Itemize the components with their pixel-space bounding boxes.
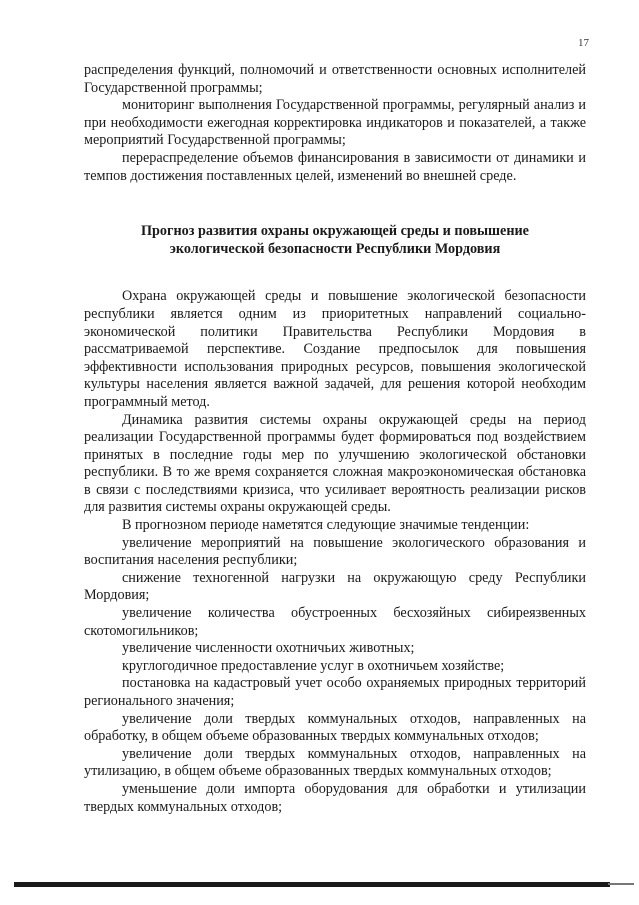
paragraph: Охрана окружающей среды и повышение экологической безопасности республики является одним из приоритетных направлений социально-экономической политики Правительства Республики Мордовия в рассматриваемой перспективе. Создание предпосылок для повышения эффективности использования природных ресурсов, повышения экологической культуры населения является важной задачей, для решения которой необходим программный метод. [84, 288, 586, 410]
list-item: увеличение доли твердых коммунальных отходов, направленных на обработку, в общем объеме образованных твердых коммунальных отходов; [84, 710, 586, 745]
scan-edge-bar [14, 882, 610, 887]
paragraph: распределения функций, полномочий и ответственности основных исполнителей Государственной программы; [84, 62, 586, 96]
list-item: увеличение доли твердых коммунальных отходов, направленных на утилизацию, в общем объеме образованных твердых коммунальных отходов; [84, 745, 586, 780]
page-number: 17 [578, 37, 589, 49]
document-body [84, 62, 586, 816]
list-item: увеличение численности охотничьих животных; [122, 640, 415, 657]
paragraph: В прогнозном периоде наметятся следующие значимые тенденции: [122, 517, 530, 534]
list-item: постановка на кадастровый учет особо охраняемых природных территорий регионального значения; [84, 675, 586, 709]
list-item: круглогодичное предоставление услуг в охотничьем хозяйстве; [122, 657, 505, 674]
list-item: увеличение количества обустроенных бесхозяйных сибиреязвенных скотомогильников; [84, 605, 586, 639]
scan-edge-bar-tail [608, 883, 634, 885]
section-heading: Прогноз развития охраны окружающей среды и повышение экологической безопасности Республики Мордовия [141, 223, 529, 257]
paragraph: мониторинг выполнения Государственной программы, регулярный анализ и при необходимости ежегодная корректировка индикаторов и показателей, а также мероприятий Государственной программы; [84, 97, 586, 149]
paragraph: перераспределение объемов финансирования в зависимости от динамики и темпов достижения поставленных целей, изменений во внешней среде. [84, 149, 586, 184]
list-item: уменьшение доли импорта оборудования для обработки и утилизации твердых коммунальных отходов; [84, 780, 586, 815]
list-item: увеличение мероприятий на повышение экологического образования и воспитания населения республики; [84, 534, 586, 569]
list-item: снижение техногенной нагрузки на окружающую среду Республики Мордовия; [84, 569, 586, 604]
paragraph: Динамика развития системы охраны окружающей среды на период реализации Государственной программы будет формироваться под воздействием принятых в последние годы мер по улучшению экологической обстановки республики. В то же время сохраняется сложная макроэкономическая обстановка в связи с последствиями кризиса, что усиливает вероятность реализации рисков для развития системы охраны окружающей среды. [84, 411, 586, 516]
